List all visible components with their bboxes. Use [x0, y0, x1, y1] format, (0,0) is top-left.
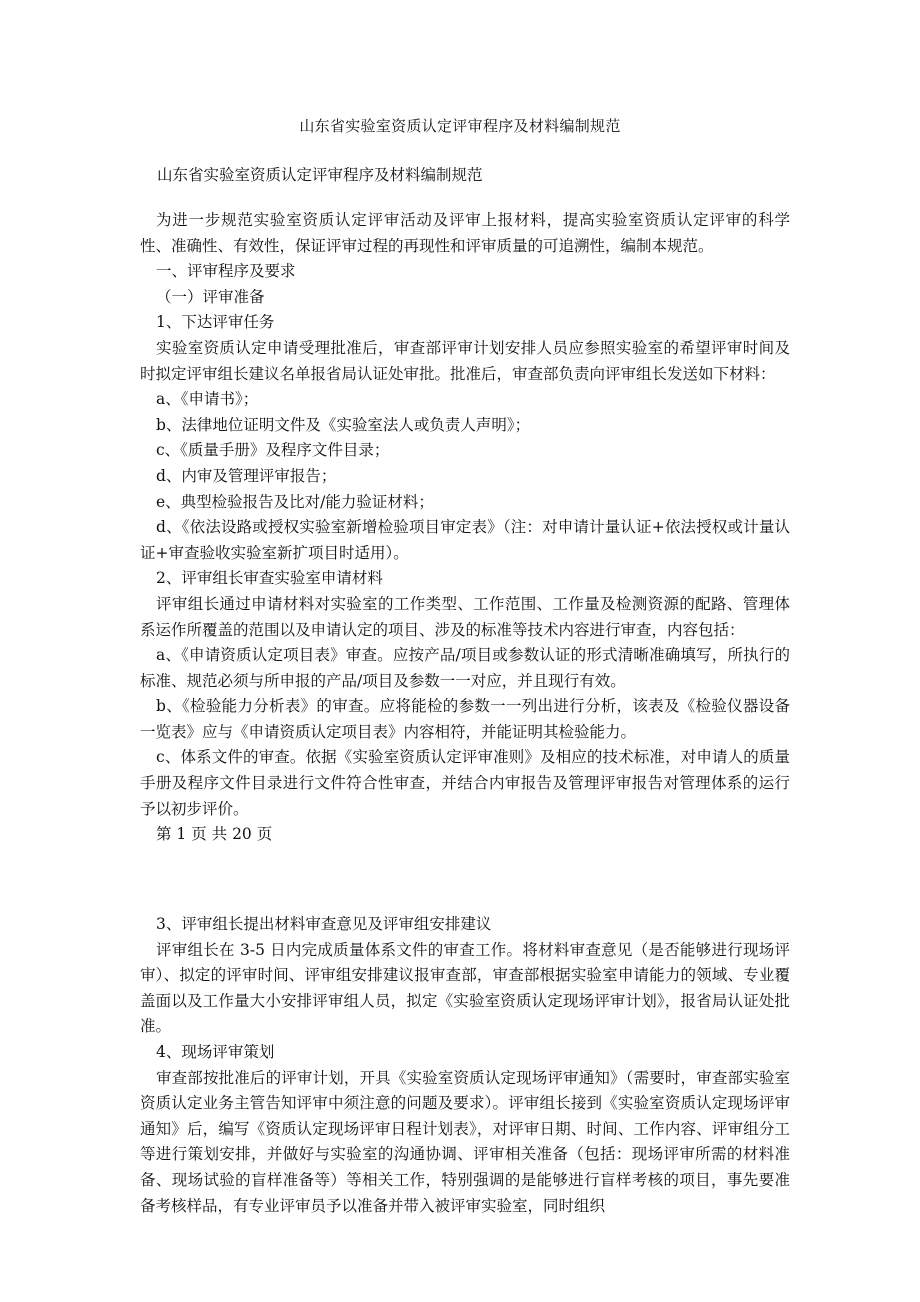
body-section-page2 [140, 912, 790, 1219]
list-item: d、《依法设路或授权实验室新增检验项目审定表》（注：对申请计量认证+依法授权或计量认证+审查验收实验室新扩项目时适用）。 [140, 518, 790, 562]
section-heading: 1、下达评审任务 [156, 313, 275, 332]
section-heading: 4、现场评审策划 [156, 1042, 275, 1061]
list-item: c、《质量手册》及程序文件目录； [156, 441, 390, 460]
section-heading: （一）评审准备 [156, 287, 265, 306]
paragraph: 审查部按批准后的评审计划，开具《实验室资质认定现场评审通知》（需要时，审查部实验室资质认定业务主管告知评审中须注意的问题及要求）。评审组长接到《实验室资质认定现场评审通知》后，编写《资质认定现场评审日程计划表》，对评审日期、时间、工作内容、评审组分工等进行策划安排，并做好与实验室的沟通协调、评审相关准备（包括：现场评审所需的材料准备、现场试验的盲样准备等）等相关工作，特别强调的是能够进行盲样考核的项目，事先要准备考核样品，有专业评审员予以准备并带入被评审实验室，同时组织 [140, 1068, 790, 1215]
list-item: b、法律地位证明文件及《实验室法人或负责人声明》； [156, 415, 531, 434]
paragraph: 评审组长在 3-5 日内完成质量体系文件的审查工作。将材料审查意见（是否能够进行现场评审）、拟定的评审时间、评审组安排建议报审查部，审查部根据实验室申请能力的领域、专业覆盖面以及工作量大小安排评审组人员，拟定《实验室资质认定现场评审计划》，报省局认证处批准。 [140, 940, 790, 1036]
list-item: a、《申请资质认定项目表》审查。应按产品/项目或参数认证的形式清晰准确填写，所执行的标准、规范必须与所申报的产品/项目及参数一一对应，并且现行有效。 [140, 646, 790, 690]
page-footer: 第 1 页 共 20 页 [156, 825, 273, 844]
paragraph: 为进一步规范实验室资质认定评审活动及评审上报材料，提高实验室资质认定评审的科学性、准确性、有效性，保证评审过程的再现性和评审质量的可追溯性，编制本规范。 [140, 211, 790, 255]
body-section-page1 [140, 208, 790, 848]
list-item: a、《申请书》； [156, 390, 259, 409]
document-subtitle: 山东省实验室资质认定评审程序及材料编制规范 [157, 166, 483, 184]
paragraph: 评审组长通过申请材料对实验室的工作类型、工作范围、工作量及检测资源的配路、管理体系运作所覆盖的范围以及申请认定的项目、涉及的标准等技术内容进行审查，内容包括： [140, 594, 790, 639]
list-item: e、典型检验报告及比对/能力验证材料； [156, 492, 434, 511]
list-item: b、《检验能力分析表》的审查。应将能检的参数一一列出进行分析，该表及《检验仪器设备一览表》应与《申请资质认定项目表》内容相符，并能证明其检验能力。 [140, 697, 790, 741]
section-heading: 一、评审程序及要求 [156, 262, 296, 281]
paragraph: 实验室资质认定申请受理批准后，审查部评审计划安排人员应参照实验室的希望评审时间及时拟定评审组长建议名单报省局认证处审批。批准后，审查部负责向评审组长发送如下材料： [140, 338, 790, 383]
section-heading: 3、评审组长提出材料审查意见及评审组安排建议 [156, 915, 492, 933]
list-item: c、体系文件的审查。依据《实验室资质认定评审准则》及相应的技术标准，对申请人的质量手册及程序文件目录进行文件符合性审查，并结合内审报告及管理评审报告对管理体系的运行予以初步评价。 [140, 748, 790, 818]
document-title: 山东省实验室资质认定评审程序及材料编制规范 [299, 117, 621, 135]
section-heading: 2、评审组长审查实验室申请材料 [156, 569, 383, 588]
list-item: d、内审及管理评审报告； [156, 466, 337, 485]
